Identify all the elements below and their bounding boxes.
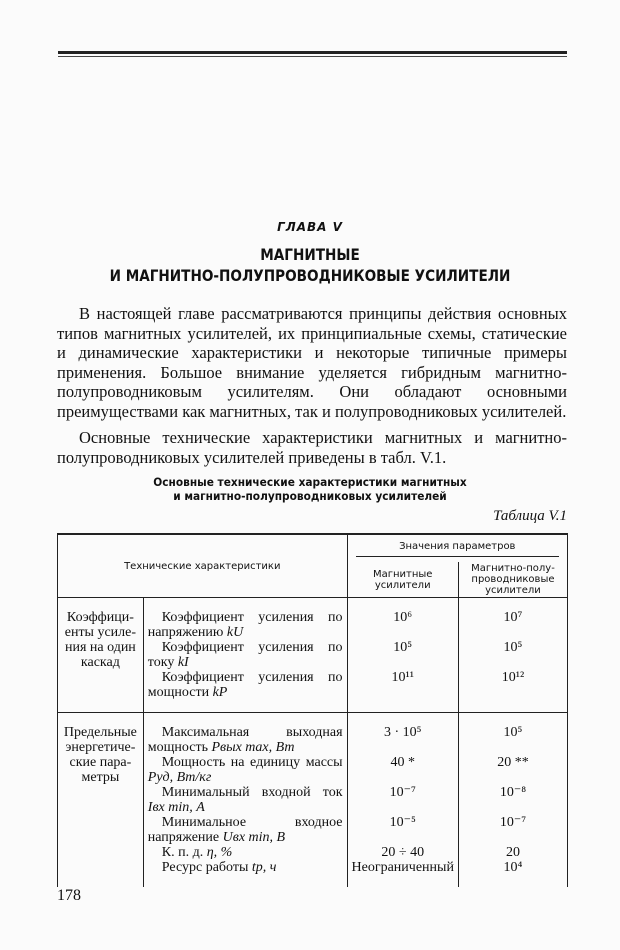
page-number: 178 [57,887,81,904]
table-row [58,598,568,641]
characteristic-text: Коэффициент усиления по напряжению [147,610,343,640]
paragraph-text: В настоящей главе рассматриваются принципы действия основных типов магнитных усилителей, их принципиальные схемы, статические и динамические характеристики и некоторые типичные примеры применения. Большое внимание уделяется гибридным магнитно-полупроводниковым усилителям. Они обладают основными преимуществами как магнитных, так и полупроводниковых усилителей. [57,304,567,421]
magnetic-semiconductor-value: 10⁵ [458,640,567,670]
characteristics-table [57,533,568,887]
characteristic-symbol: Iвх min, А [147,800,205,815]
header-rule-thin [58,56,567,57]
characteristic [143,713,347,756]
characteristic-symbol: kI [177,655,189,670]
chapter-label: ГЛАВА V [277,220,343,234]
table-row [58,713,568,756]
characteristic-text: К. п. д. [161,845,204,860]
magnetic-value: Неограниченный [347,860,458,887]
header-magnetic-semiconductor: Магнитно-полу-проводниковые усилители [458,562,567,597]
table-caption-line-2: и магнитно-полупроводниковых усилителей [173,489,447,503]
magnetic-value: 10⁵ [347,640,458,670]
group-label: Предельные энергетиче-ские пара-метры [58,713,144,888]
group-label: Коэффици-енты усиле-ния на один каскад [58,598,144,713]
magnetic-semiconductor-value: 10⁴ [458,860,567,887]
header-characteristics: Технические характеристики [58,534,348,598]
magnetic-value: 10⁻⁵ [347,815,458,845]
magnetic-value: 10¹¹ [347,670,458,713]
magnetic-semiconductor-value: 10⁻⁸ [458,785,567,815]
magnetic-semiconductor-value: 10¹² [458,670,567,713]
header-values-text: Значения параметров [399,541,516,552]
characteristic-symbol: Pуд, Вт/кг [147,770,212,785]
chapter-title-line-1: МАГНИТНЫЕ [260,245,360,264]
characteristic-text: Коэффициент усиления по току [147,640,343,670]
magnetic-value: 10⁻⁷ [347,785,458,815]
characteristic [143,598,347,641]
paragraph-1 [57,304,567,421]
characteristic [143,670,347,713]
table-number: Таблица V.1 [493,508,567,524]
magnetic-semiconductor-value: 10⁵ [458,713,567,756]
characteristic-symbol: Pвых max, Вт [211,740,295,755]
magnetic-semiconductor-value: 20 [458,845,567,860]
paragraph-2 [57,428,567,467]
magnetic-semiconductor-value: 10⁷ [458,598,567,641]
characteristic-symbol: kU [226,625,244,640]
characteristic-text: Коэффициент усиления по мощности [147,670,343,700]
table-caption-line-1: Основные технические характеристики магнитных [153,475,467,489]
characteristic-symbol: kP [212,685,228,700]
characteristic [143,845,347,860]
characteristic-symbol: η, % [206,845,233,860]
magnetic-semiconductor-value: 10⁻⁷ [458,815,567,845]
characteristic-text: Минимальное входное напряжение [147,815,343,845]
characteristic [143,785,347,815]
paragraph-text: Основные технические характеристики магнитных и магнитно-полупроводниковых усилителей приведены в табл. V.1. [57,428,567,467]
header-values [347,534,567,562]
magnetic-value: 3 · 10⁵ [347,713,458,756]
characteristic-text: Минимальный входной ток [161,785,343,800]
characteristic [143,755,347,785]
characteristic [143,860,347,887]
characteristic-text: Ресурс работы [161,860,249,875]
header-rule [58,51,567,54]
magnetic-value: 40 * [347,755,458,785]
characteristic [143,640,347,670]
characteristic-text: Мощность на единицу массы [161,755,343,770]
magnetic-value: 10⁶ [347,598,458,641]
header-magnetic: Магнитные усилители [347,562,458,597]
characteristic-symbol: tр, ч [251,860,277,875]
magnetic-value: 20 ÷ 40 [347,845,458,860]
characteristic [143,815,347,845]
chapter-title-line-2: И МАГНИТНО-ПОЛУПРОВОДНИКОВЫЕ УСИЛИТЕЛИ [109,266,511,285]
characteristic-text: Максимальная выходная мощность [147,725,343,755]
magnetic-semiconductor-value: 20 ** [458,755,567,785]
characteristic-symbol: Uвх min, В [222,830,286,845]
